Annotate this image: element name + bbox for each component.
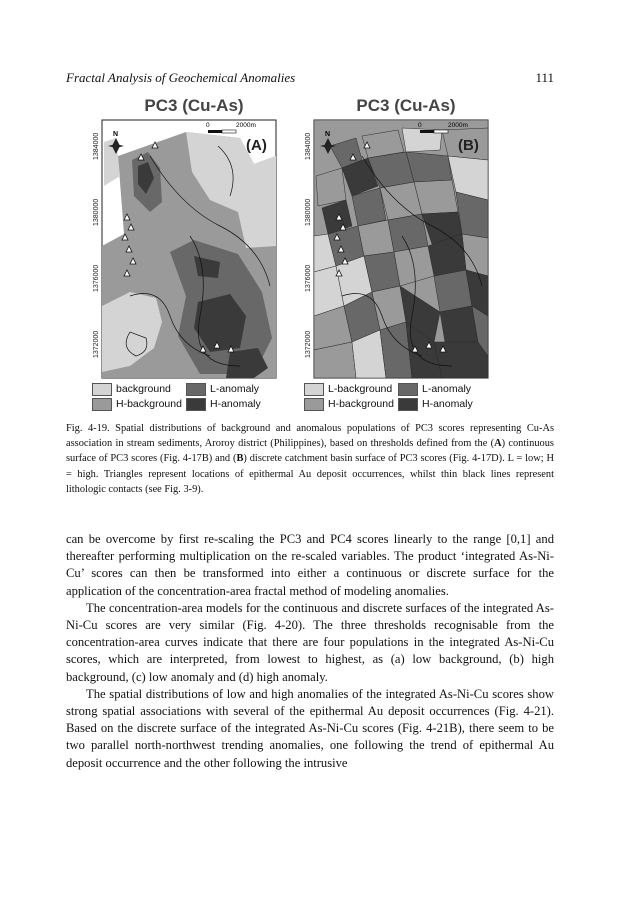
panel-a [90, 96, 280, 414]
page-number: 111 [535, 70, 554, 85]
figure-caption [66, 421, 554, 497]
north-label: N [325, 131, 331, 138]
legend-label: L-anomaly [422, 383, 472, 395]
panel-b-legend [302, 381, 492, 413]
y-tick-label: 1380000 [93, 198, 100, 226]
catchment-basin [440, 306, 478, 348]
running-title: Fractal Analysis of Geochemical Anomalies [66, 70, 296, 85]
legend-swatch [304, 383, 324, 396]
caption-text: ) continuous surface of PC3 scores (Fig. 4-17B) and ( [66, 438, 554, 465]
y-tick-label: 1384000 [93, 132, 100, 160]
legend-item [186, 382, 259, 396]
legend-label: background [116, 383, 171, 395]
legend-swatch [186, 398, 206, 411]
catchment-basin [358, 220, 394, 256]
caption-bold-a: A [494, 438, 502, 450]
legend-label: L-anomaly [210, 383, 260, 395]
legend-label: L-background [328, 383, 393, 395]
panel-a-map [90, 116, 280, 380]
legend-swatch [92, 398, 112, 411]
panel-b-title: PC3 (Cu-As) [356, 96, 456, 115]
legend-item [398, 397, 473, 411]
panel-a-title: PC3 (Cu-As) [144, 96, 244, 115]
caption-bold-b: B [236, 453, 244, 465]
figure-4-19 [78, 96, 544, 414]
legend-swatch [398, 398, 418, 411]
y-tick-label: 1376000 [93, 264, 100, 292]
paragraph: The spatial distributions of low and high anomalies of the integrated As-Ni-Cu scores show strong spatial associations with several of the epithermal Au deposit occurrences (Fig. 4-21). Based on the discrete surface of the integrated As-Ni-Cu scores (Fig. 4-21B), there seem to be two parallel north-northwest trending anomalies, one following the trend of epithermal Au deposit occurrence and the other following the intrusive [66, 686, 554, 770]
legend-item [186, 397, 261, 411]
y-tick-label: 1384000 [305, 132, 312, 160]
legend-item [92, 397, 182, 411]
legend-label: H-background [116, 398, 182, 410]
legend-item [304, 397, 394, 411]
legend-swatch [92, 383, 112, 396]
panel-b-map [302, 116, 492, 380]
panel-a-label: (A) [246, 137, 267, 154]
y-tick-label: 1380000 [305, 198, 312, 226]
scale-zero: 0 [206, 122, 210, 129]
paragraph: can be overcome by first re-scaling the PC3 and PC4 scores linearly to the range [0,1] and thereafter performing multiplication on the re-scaled variables. The product ‘integrated As-Ni-Cu’ scores can then be transformed into either a continuous or discrete surface for the application of the concentration-area fractal method of modeling anomalies. [66, 532, 554, 598]
panel-b [302, 96, 492, 414]
body-text [66, 531, 554, 772]
caption-text: Spatial distributions of background and anomalous populations of PC3 scores representing Cu-As association in stream sediments, Aroroy district (Philippines), based on thresholds defined from the ( [66, 423, 555, 450]
caption-label: Fig. 4-19. [66, 423, 110, 434]
legend-swatch [398, 383, 418, 396]
catchment-basin [434, 270, 472, 312]
caption-text: ) discrete catchment basin surface of PC3 scores (Fig. 4-17D). L = low; H = high. Triangles represent locations of epithermal Au deposit occurrences, whilst thin black lines represent lithologic contacts (see Fig. 3-9). [66, 453, 555, 495]
panel-b-label: (B) [458, 137, 479, 154]
y-tick-label: 1376000 [305, 264, 312, 292]
north-label: N [113, 131, 119, 138]
legend-item [92, 382, 171, 396]
paragraph: The concentration-area models for the continuous and discrete surfaces of the integrated As-Ni-Cu scores are very similar (Fig. 4-20). The three thresholds recognisable from the concentration-area curves indicate that there are four populations in the integrated As-Ni-Cu scores, which are interpreted, from lowest to highest, as (a) low background, (b) high background, (c) low anomaly and (d) high anomaly. [66, 600, 554, 684]
legend-label: H-anomaly [422, 398, 473, 410]
legend-label: H-background [328, 398, 394, 410]
legend-label: H-anomaly [210, 398, 261, 410]
panel-a-legend [90, 381, 280, 413]
running-head [66, 70, 554, 86]
y-tick-label: 1372000 [93, 330, 100, 358]
legend-swatch [186, 383, 206, 396]
scale-end: 2000m [448, 122, 468, 129]
legend-swatch [304, 398, 324, 411]
legend-item [398, 382, 471, 396]
legend-item [304, 382, 392, 396]
scale-zero: 0 [418, 122, 422, 129]
scale-end: 2000m [236, 122, 256, 129]
y-tick-label: 1372000 [305, 330, 312, 358]
